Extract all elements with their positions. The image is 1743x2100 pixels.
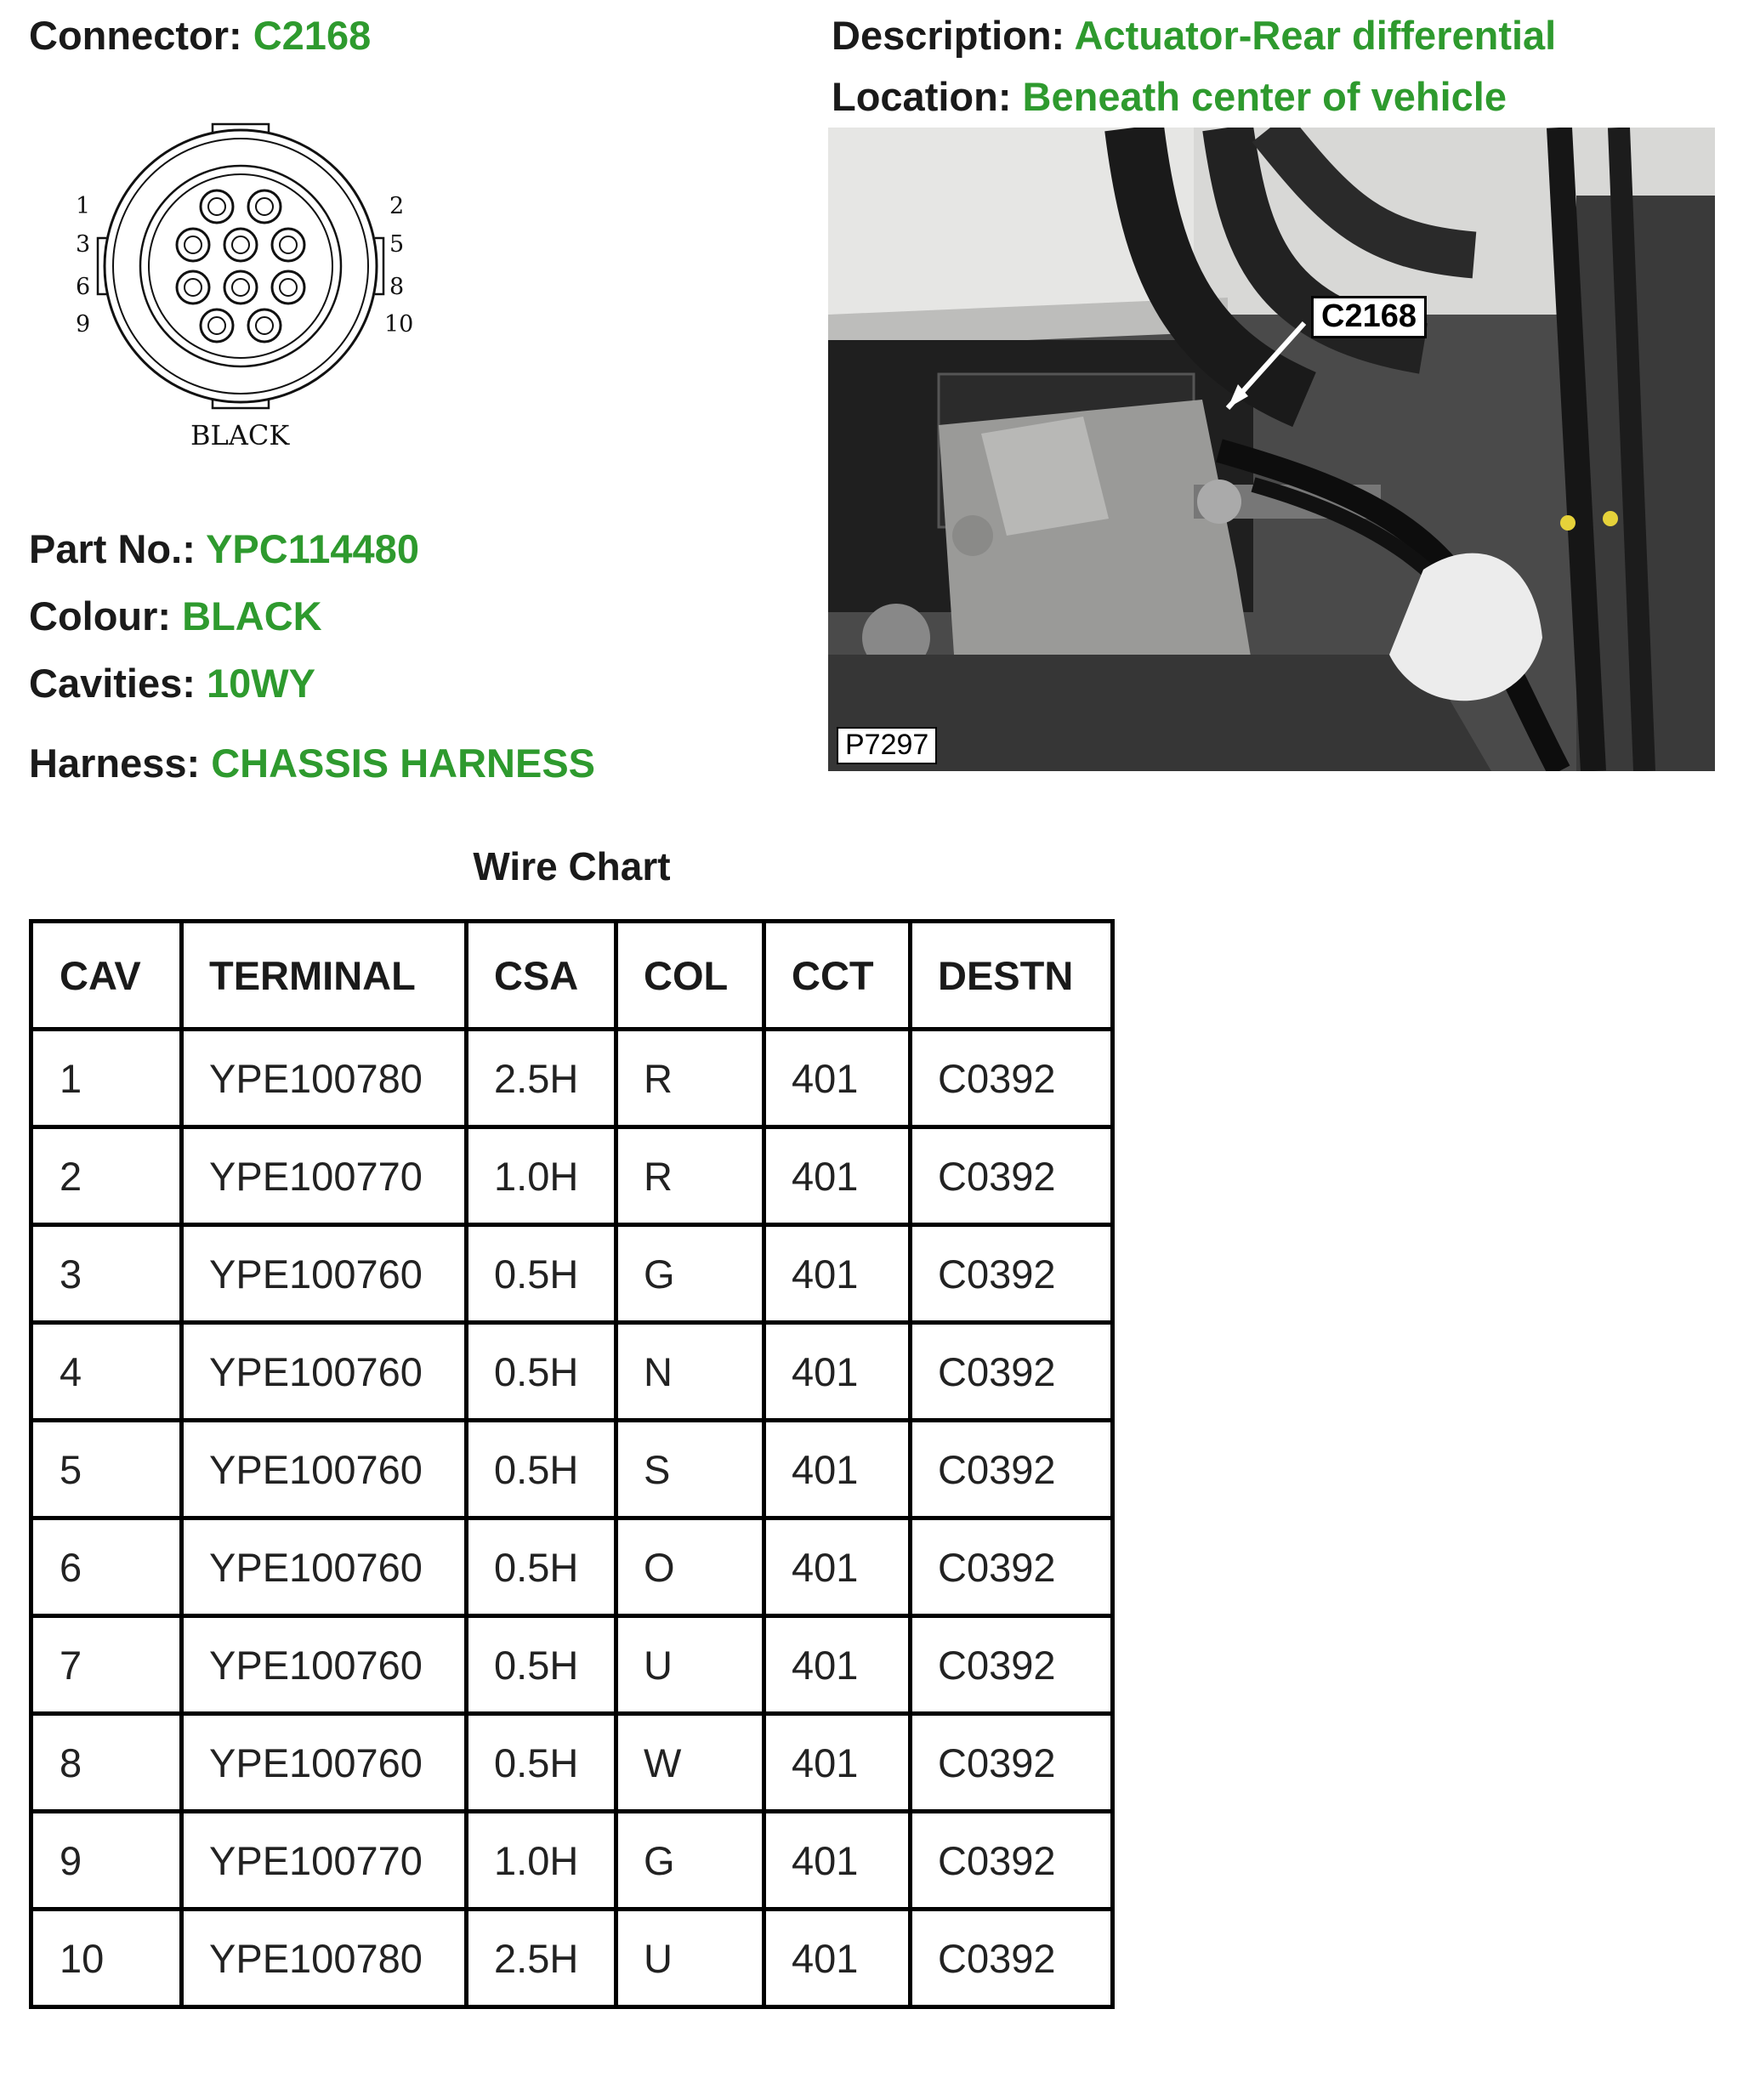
cell-destn: C0392: [911, 1421, 1113, 1518]
cell-terminal: YPE100760: [182, 1225, 467, 1323]
location-photo: [828, 128, 1715, 771]
cell-csa: 2.5H: [467, 1030, 616, 1127]
cell-cct: 401: [764, 1225, 911, 1323]
harness-label: Harness:: [29, 741, 201, 786]
cavities-field: [29, 661, 315, 706]
pin-label: 2: [389, 193, 405, 219]
header-csa: CSA: [467, 922, 616, 1030]
cell-csa: 0.5H: [467, 1421, 616, 1518]
part-no-field: [29, 526, 419, 571]
cell-terminal: YPE100780: [182, 1030, 467, 1127]
pin-label: 3: [76, 231, 91, 258]
table-header-row: [31, 922, 1113, 1030]
cell-csa: 0.5H: [467, 1616, 616, 1714]
header-cav: CAV: [31, 922, 182, 1030]
cell-cav: 8: [31, 1714, 182, 1812]
table-row: [31, 1616, 1113, 1714]
description-label: Description:: [832, 13, 1065, 58]
cell-cav: 3: [31, 1225, 182, 1323]
location-label: Location:: [832, 74, 1012, 119]
cell-destn: C0392: [911, 1127, 1113, 1225]
header-terminal: TERMINAL: [182, 922, 467, 1030]
cell-destn: C0392: [911, 1030, 1113, 1127]
cell-destn: C0392: [911, 1812, 1113, 1910]
colour-label: Colour:: [29, 593, 172, 639]
photo-reference: P7297: [837, 727, 937, 764]
cavities-label: Cavities:: [29, 661, 196, 706]
header-cct: CCT: [764, 922, 911, 1030]
cell-cav: 5: [31, 1421, 182, 1518]
cell-destn: C0392: [911, 1225, 1113, 1323]
description-field: [832, 13, 1557, 58]
cell-cct: 401: [764, 1616, 911, 1714]
cell-csa: 0.5H: [467, 1225, 616, 1323]
colour-value: BLACK: [182, 593, 322, 639]
cell-csa: 1.0H: [467, 1127, 616, 1225]
colour-field: [29, 593, 322, 639]
cell-destn: C0392: [911, 1323, 1113, 1421]
cavity-holes: [177, 190, 304, 342]
cell-col: G: [616, 1225, 764, 1323]
connector-outer-ring: [105, 130, 377, 402]
part-no-value: YPC114480: [206, 526, 419, 571]
cell-csa: 0.5H: [467, 1714, 616, 1812]
part-no-label: Part No.:: [29, 526, 196, 571]
cell-csa: 0.5H: [467, 1323, 616, 1421]
cell-col: O: [616, 1518, 764, 1616]
pin-label: 9: [76, 311, 91, 338]
connector-field: [29, 13, 372, 58]
cell-cct: 401: [764, 1030, 911, 1127]
cell-terminal: YPE100760: [182, 1616, 467, 1714]
cell-cct: 401: [764, 1127, 911, 1225]
cell-cct: 401: [764, 1421, 911, 1518]
connector-label: Connector:: [29, 13, 242, 58]
cell-cav: 1: [31, 1030, 182, 1127]
cell-terminal: YPE100780: [182, 1910, 467, 2007]
photo-callout: C2168: [1311, 296, 1427, 338]
cell-cct: 401: [764, 1910, 911, 2007]
connector-value: C2168: [253, 13, 372, 58]
table-row: [31, 1127, 1113, 1225]
cell-csa: 1.0H: [467, 1812, 616, 1910]
table-row: [31, 1714, 1113, 1812]
cell-cav: 9: [31, 1812, 182, 1910]
location-value: Beneath center of vehicle: [1022, 74, 1507, 119]
harness-value: CHASSIS HARNESS: [211, 741, 596, 786]
cell-cav: 10: [31, 1910, 182, 2007]
cell-col: R: [616, 1127, 764, 1225]
pin-label: 5: [389, 231, 405, 258]
cell-destn: C0392: [911, 1910, 1113, 2007]
cavities-value: 10WY: [206, 661, 315, 706]
cell-destn: C0392: [911, 1616, 1113, 1714]
cell-terminal: YPE100760: [182, 1323, 467, 1421]
cell-csa: 0.5H: [467, 1518, 616, 1616]
pin-label: 6: [76, 274, 91, 300]
cell-col: S: [616, 1421, 764, 1518]
location-field: [832, 74, 1507, 119]
cell-col: R: [616, 1030, 764, 1127]
table-row: [31, 1421, 1113, 1518]
cell-cct: 401: [764, 1323, 911, 1421]
table-row: [31, 1812, 1113, 1910]
cell-terminal: YPE100760: [182, 1421, 467, 1518]
table-row: [31, 1910, 1113, 2007]
cell-terminal: YPE100760: [182, 1518, 467, 1616]
cell-cav: 7: [31, 1616, 182, 1714]
pin-label: 1: [76, 193, 91, 219]
description-value: Actuator-Rear differential: [1074, 13, 1557, 58]
wire-chart-title: Wire Chart: [473, 844, 671, 888]
cell-col: N: [616, 1323, 764, 1421]
cell-terminal: YPE100770: [182, 1812, 467, 1910]
table-row: [31, 1323, 1113, 1421]
cell-col: U: [616, 1616, 764, 1714]
table-row: [31, 1518, 1113, 1616]
cell-cav: 4: [31, 1323, 182, 1421]
cell-destn: C0392: [911, 1714, 1113, 1812]
cell-cav: 2: [31, 1127, 182, 1225]
cell-cct: 401: [764, 1812, 911, 1910]
table-row: [31, 1225, 1113, 1323]
cell-cav: 6: [31, 1518, 182, 1616]
header-col: COL: [616, 922, 764, 1030]
cell-destn: C0392: [911, 1518, 1113, 1616]
pin-label: 8: [389, 274, 405, 300]
cell-col: U: [616, 1910, 764, 2007]
cell-col: W: [616, 1714, 764, 1812]
cell-terminal: YPE100770: [182, 1127, 467, 1225]
cell-cct: 401: [764, 1714, 911, 1812]
pin-label: 10: [384, 311, 414, 338]
header-destn: DESTN: [911, 922, 1113, 1030]
cell-cct: 401: [764, 1518, 911, 1616]
diagram-colour-label: BLACK: [190, 419, 290, 451]
connector-face-diagram: [64, 119, 438, 459]
harness-field: [29, 741, 596, 786]
cell-col: G: [616, 1812, 764, 1910]
table-row: [31, 1030, 1113, 1127]
cell-csa: 2.5H: [467, 1910, 616, 2007]
wire-chart-table: [29, 919, 1115, 2009]
cell-terminal: YPE100760: [182, 1714, 467, 1812]
